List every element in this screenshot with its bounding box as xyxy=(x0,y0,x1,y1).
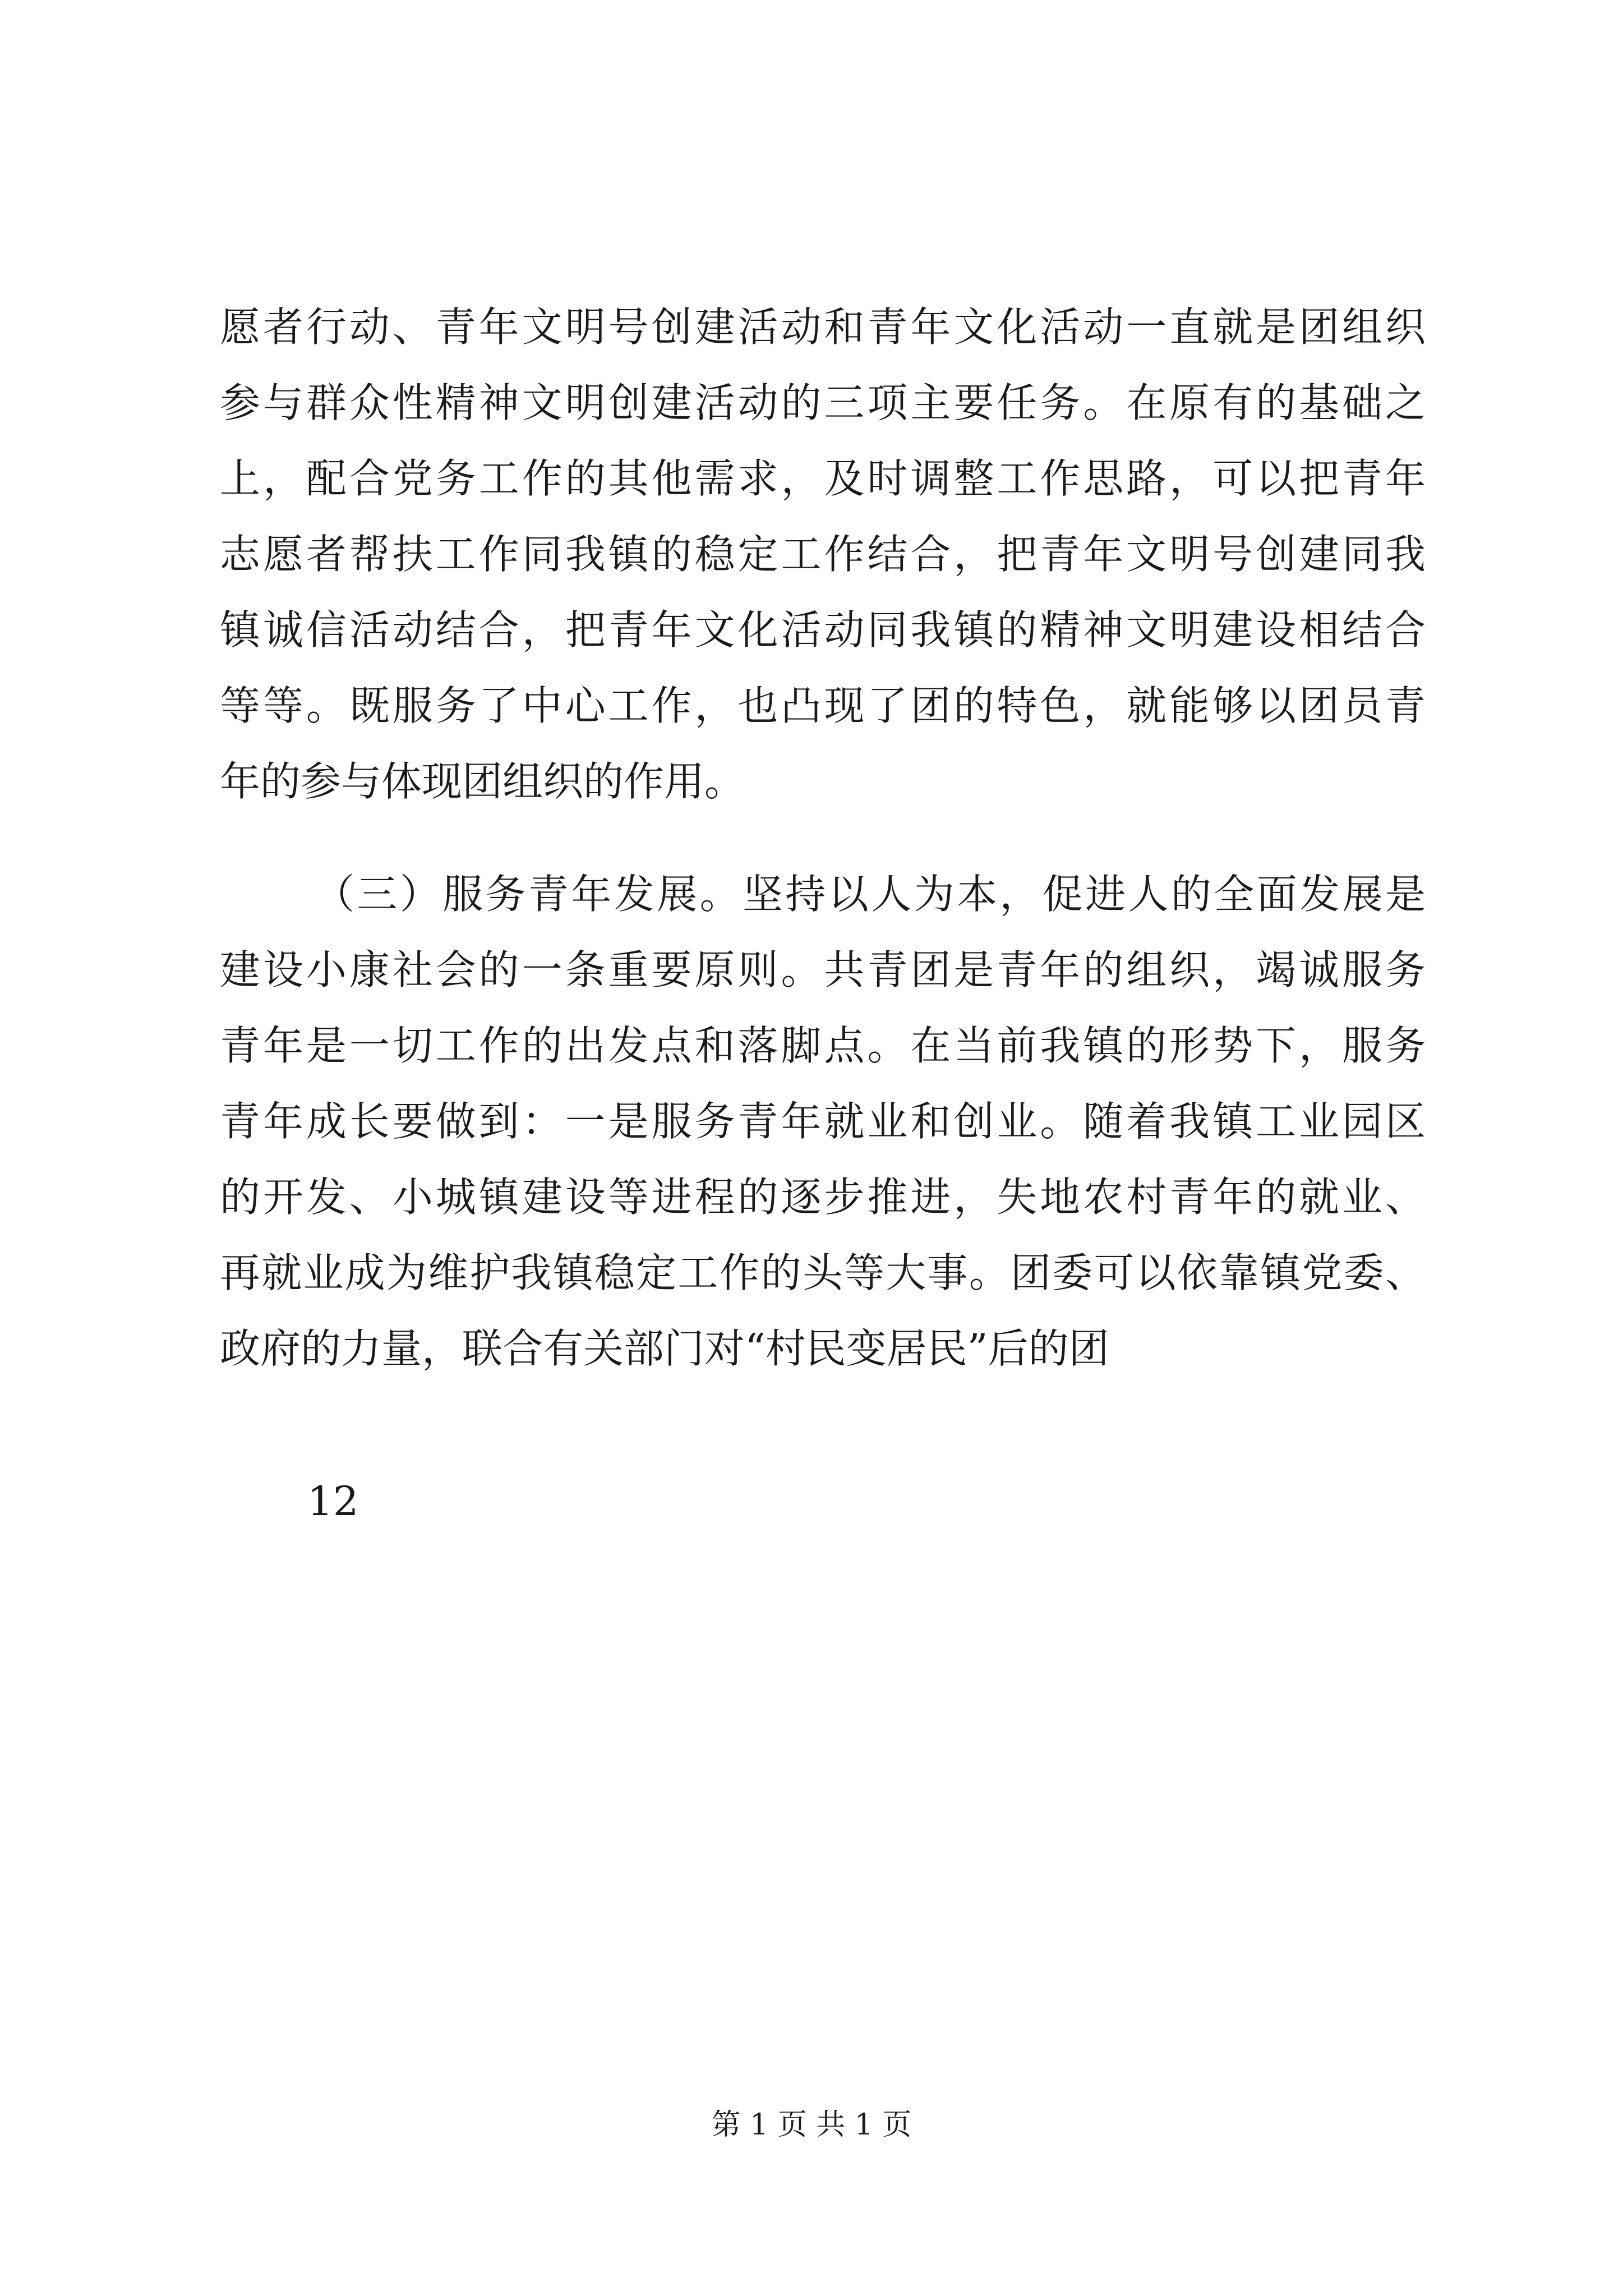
body-text-line-13: 再就业成为维护我镇稳定工作的头等大事。团委可以依靠镇党委、 xyxy=(220,1249,1426,1296)
body-text-line-6: 等等。既服务了中心工作，也凸现了团的特色，就能够以团员青 xyxy=(220,682,1426,729)
body-text-line-12: 的开发、小城镇建设等进程的逐步推进，失地农村青年的就业、 xyxy=(220,1174,1426,1221)
body-text-line-5: 镇诚信活动结合，把青年文化活动同我镇的精神文明建设相结合 xyxy=(220,606,1426,654)
body-text-line-3: 上，配合党务工作的其他需求，及时调整工作思路，可以把青年 xyxy=(220,455,1426,502)
inline-page-number: 12 xyxy=(307,1478,359,1525)
body-text-line-9: 建设小康社会的一条重要原则。共青团是青年的组织，竭诚服务 xyxy=(220,946,1426,993)
body-text-line-2: 参与群众性精神文明创建活动的三项主要任务。在原有的基础之 xyxy=(220,379,1426,426)
body-text-line-11: 青年成长要做到：一是服务青年就业和创业。随着我镇工业园区 xyxy=(220,1098,1426,1145)
body-text-line-10: 青年是一切工作的出发点和落脚点。在当前我镇的形势下，服务 xyxy=(220,1022,1426,1069)
page-footer: 第 1 页 共 1 页 xyxy=(711,2108,912,2142)
body-text-line-14: 政府的力量，联合有关部门对“村民变居民”后的团 xyxy=(220,1325,1109,1372)
section-heading-line: （三）服务青年发展。坚持以人为本，促进人的全面发展是 xyxy=(314,871,1426,918)
body-text-line-7: 年的参与体现团组织的作用。 xyxy=(220,758,745,805)
body-text-line-1: 愿者行动、青年文明号创建活动和青年文化活动一直就是团组织 xyxy=(220,303,1426,351)
body-text-line-4: 志愿者帮扶工作同我镇的稳定工作结合，把青年文明号创建同我 xyxy=(220,531,1426,578)
